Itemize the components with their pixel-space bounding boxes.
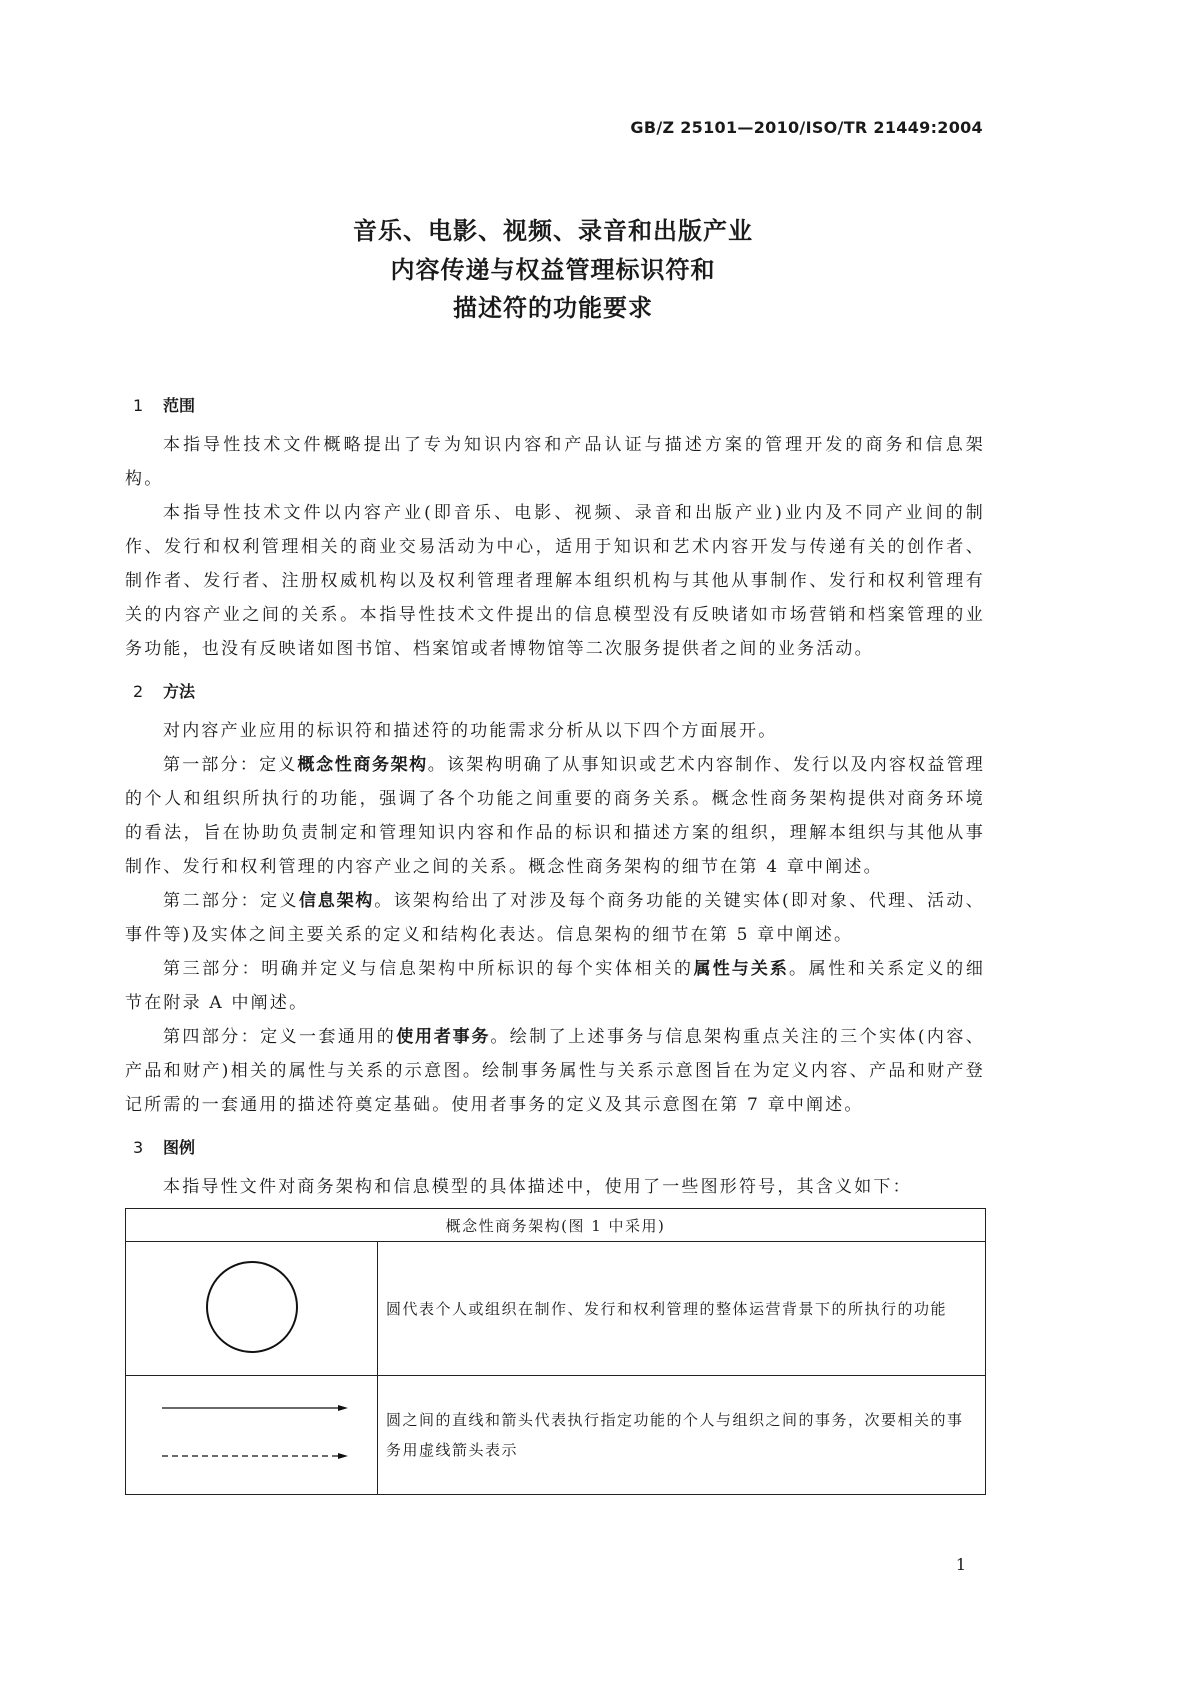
text: 第一部分：定义 [163, 755, 298, 775]
paragraph [125, 884, 985, 952]
description-cell: 圆之间的直线和箭头代表执行指定功能的个人与组织之间的事务，次要相关的事务用虚线箭头表示 [378, 1376, 986, 1495]
arrow-icons [152, 1398, 352, 1468]
standard-number: GB/Z 25101—2010/ISO/TR 21449:2004 [630, 118, 983, 137]
section-number: 1 [133, 396, 144, 415]
bold-term: 概念性商务架构 [297, 755, 428, 775]
bold-term: 信息架构 [298, 891, 375, 911]
paragraph [125, 748, 985, 884]
paragraph: 本指导性文件对商务架构和信息模型的具体描述中，使用了一些图形符号，其含义如下： [163, 1177, 912, 1197]
text: 第三部分：明确并定义与信息架构中所标识的每个实体相关的 [163, 959, 694, 979]
paragraph: 本指导性技术文件概略提出了专为知识内容和产品认证与描述方案的管理开发的商务和信息架构。 [125, 435, 985, 489]
section-title: 范围 [163, 396, 196, 415]
title-line: 音乐、电影、视频、录音和出版产业 [353, 217, 753, 245]
text: 。属性和关系定义的细节在附录 A 中阐述。 [125, 959, 986, 1013]
section-body-legend [125, 1170, 985, 1204]
table-row [126, 1242, 986, 1376]
symbol-cell [126, 1242, 378, 1376]
circle-icon [202, 1257, 302, 1357]
text: 。该架构明确了从事知识或艺术内容制作、发行以及内容权益管理的个人和组织所执行的功能，强调了各个功能之间重要的商务关系。概念性商务架构提供对商务环境的看法，旨在协助负责制定和管理知识内容和作品的标识和描述方案的组织，理解本组织与其他从事制作、发行和权利管理的内容产业之间的关系。概念性商务架构的细节在第 4 章中阐述。 [125, 755, 985, 877]
paragraph [125, 1020, 985, 1122]
text: 。该架构给出了对涉及每个商务功能的关键实体(即对象、代理、活动、事件等)及实体之间主要关系的定义和结构化表达。信息架构的细节在第 5 章中阐述。 [125, 891, 986, 945]
section-heading-legend [133, 1136, 986, 1160]
section-heading-scope [133, 394, 986, 418]
text: 第四部分：定义一套通用的 [163, 1027, 397, 1047]
paragraph: 对内容产业应用的标识符和描述符的功能需求分析从以下四个方面展开。 [163, 721, 778, 741]
legend-table-header: 概念性商务架构(图 1 中采用) [126, 1209, 986, 1242]
section-heading-method [133, 680, 986, 704]
bold-term: 属性与关系 [693, 959, 789, 979]
section-body-method [125, 714, 985, 1122]
paragraph: 本指导性技术文件以内容产业(即音乐、电影、视频、录音和出版产业)业内及不同产业间的制作、发行和权利管理相关的商业交易活动为中心，适用于知识和艺术内容开发与传递有关的创作者、制作者、发行者、注册权威机构以及权利管理者理解本组织机构与其他从事制作、发行和权利管理有关的内容产业之间的关系。本指导性技术文件提出的信息模型没有反映诸如市场营销和档案管理的业务功能，也没有反映诸如图书馆、档案馆或者博物馆等二次服务提供者之间的业务活动。 [125, 503, 985, 659]
section-number: 3 [133, 1138, 144, 1157]
bold-term: 使用者事务 [396, 1027, 491, 1047]
section-number: 2 [133, 682, 144, 701]
title-line: 内容传递与权益管理标识符和 [390, 255, 716, 284]
legend-table [125, 1208, 986, 1495]
section-title: 方法 [163, 682, 196, 701]
paragraph [125, 952, 985, 1020]
page-number: 1 [955, 1555, 966, 1574]
section-body-scope [125, 428, 985, 666]
table-row [126, 1376, 986, 1495]
section-title: 图例 [163, 1138, 196, 1157]
solid-arrow-icon [162, 1405, 348, 1411]
title-line: 描述符的功能要求 [453, 294, 653, 322]
symbol-cell [126, 1376, 378, 1495]
dashed-arrow-icon [162, 1453, 348, 1459]
document-content [125, 0, 986, 1615]
description-cell: 圆代表个人或组织在制作、发行和权利管理的整体运营背景下的所执行的功能 [378, 1242, 986, 1376]
text: 。绘制了上述事务与信息架构重点关注的三个实体(内容、产品和财产)相关的属性与关系的示意图。绘制事务属性与关系示意图旨在为定义内容、产品和财产登记所需的一套通用的描述符奠定基础。使用者事务的定义及其示意图在第 7 章中阐述。 [125, 1027, 985, 1115]
text: 第二部分：定义 [163, 891, 299, 911]
